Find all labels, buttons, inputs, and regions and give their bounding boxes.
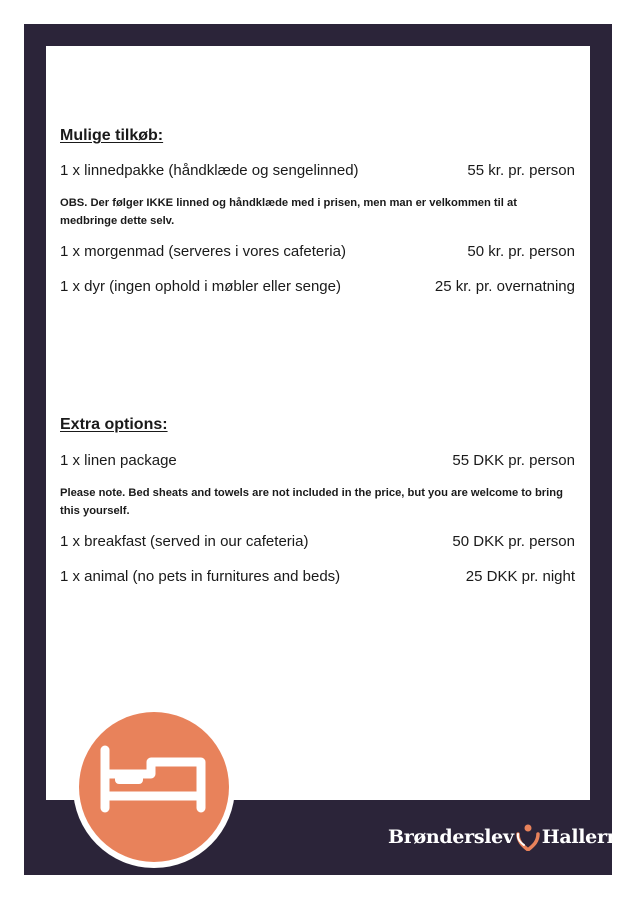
english-item-breakfast xyxy=(60,533,575,550)
item-label: 1 x breakfast (served in our cafeteria) xyxy=(60,533,309,550)
danish-item-breakfast xyxy=(60,243,575,260)
danish-item-linen xyxy=(60,162,575,179)
danish-note: OBS. Der følger IKKE linned og håndklæde med i prisen, men man er velkommen til at medbringe dette selv. xyxy=(60,197,517,227)
brand-logo xyxy=(388,823,632,851)
item-price: 25 kr. pr. overnatning xyxy=(434,278,575,295)
bed-icon xyxy=(79,712,229,862)
bed-badge-circle xyxy=(79,712,229,862)
english-heading: Extra options: xyxy=(60,416,168,433)
danish-heading: Mulige tilkøb: xyxy=(60,127,164,144)
item-price: 25 DKK pr. night xyxy=(465,568,575,585)
item-price: 50 DKK pr. person xyxy=(452,533,575,550)
logo-left-text: Brønderslev xyxy=(388,826,514,848)
english-item-linen xyxy=(60,452,575,469)
item-label: 1 x linen package xyxy=(60,452,177,469)
english-item-animal xyxy=(60,568,575,585)
item-label: 1 x linnedpakke (håndklæde og sengelinned) xyxy=(60,162,359,179)
item-label: 1 x dyr (ingen ophold i møbler eller senge) xyxy=(60,278,341,295)
item-label: 1 x morgenmad (serveres i vores cafeteria) xyxy=(60,243,346,260)
item-price: 55 kr. pr. person xyxy=(467,162,575,179)
logo-right-text: Hallerne xyxy=(541,826,632,848)
english-note: Please note. Bed sheats and towels are not included in the price, but you are welcome to bring this yourself. xyxy=(60,487,563,517)
danish-item-animal xyxy=(60,278,575,295)
item-price: 50 kr. pr. person xyxy=(467,243,575,260)
item-label: 1 x animal (no pets in furnitures and beds) xyxy=(60,568,341,585)
heart-person-icon xyxy=(515,823,541,851)
item-price: 55 DKK pr. person xyxy=(452,452,575,469)
